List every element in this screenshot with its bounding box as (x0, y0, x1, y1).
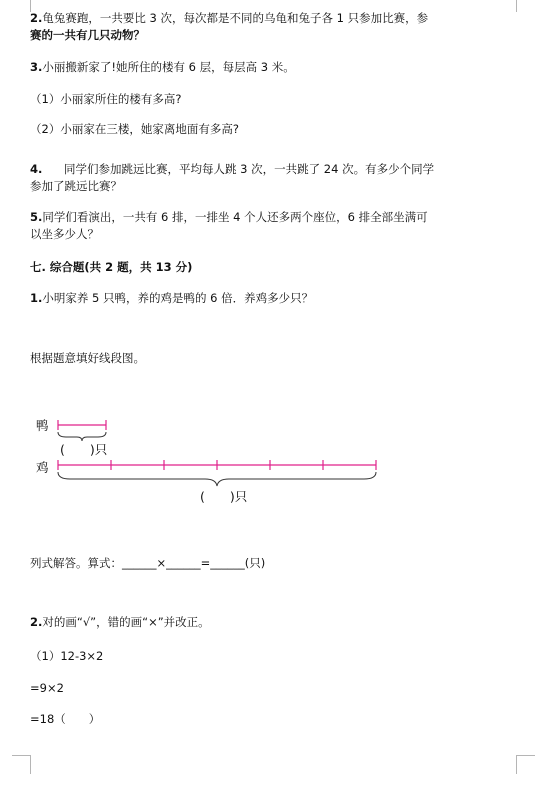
chicken-count-blank[interactable]: ( )只 (200, 489, 248, 504)
question-3-sub2: （2）小丽家在三楼，她家离地面有多高? (30, 122, 239, 136)
diagram-instruction: 根据题意填好线段图。 (30, 351, 145, 365)
question-number: 4. (30, 162, 43, 176)
question-text: 龟兔赛跑，一共要比 3 次，每次都是不同的乌龟和兔子各 1 只参加比赛，参 (42, 11, 429, 25)
question-2-line2: 赛的一共有几只动物？ (30, 28, 145, 42)
question-number: 5. (30, 210, 43, 224)
question-3-sub1: （1）小丽家所住的楼有多高? (30, 92, 182, 106)
calc-step-2: =9×2 (30, 681, 64, 695)
section-7-question-2 (30, 614, 210, 630)
chicken-label: 鸡 (36, 460, 49, 475)
question-text: 小明家养 5 只鸭，养的鸡是鸭的 6 倍．养鸡多少只？ (42, 291, 314, 305)
calc-step-1: （1）12-3×2 (30, 649, 104, 663)
calc-step-3[interactable]: =18（ ） (30, 712, 101, 726)
question-number: 2. (30, 11, 43, 25)
question-text: 同学们参加跳远比赛，平均每人跳 3 次，一共跳了 24 次。有多少个同学 (64, 162, 435, 176)
question-number: 2. (30, 615, 43, 629)
duck-label: 鸭 (36, 418, 49, 433)
question-4-line2: 参加了跳远比赛？ (30, 179, 122, 193)
duck-count-blank[interactable]: ( )只 (60, 442, 108, 457)
question-number: 1. (30, 291, 43, 305)
chicken-brace (58, 472, 376, 486)
question-text: 小丽搬新家了!她所住的楼有 6 层，每层高 3 米。 (42, 60, 295, 74)
question-text: 同学们看演出，一共有 6 排，一排坐 4 个人还多两个座位，6 排全部坐满可 (42, 210, 428, 224)
question-text: 对的画“√”，错的画“×”并改正。 (42, 615, 210, 629)
question-5-line2: 以坐多少人？ (30, 227, 99, 241)
answer-equation-line[interactable]: 列式解答。算式：______×______=______(只) (30, 556, 266, 570)
question-number: 3. (30, 60, 43, 74)
section-7-title: 七. 综合题(共 2 题，共 13 分) (30, 260, 193, 274)
